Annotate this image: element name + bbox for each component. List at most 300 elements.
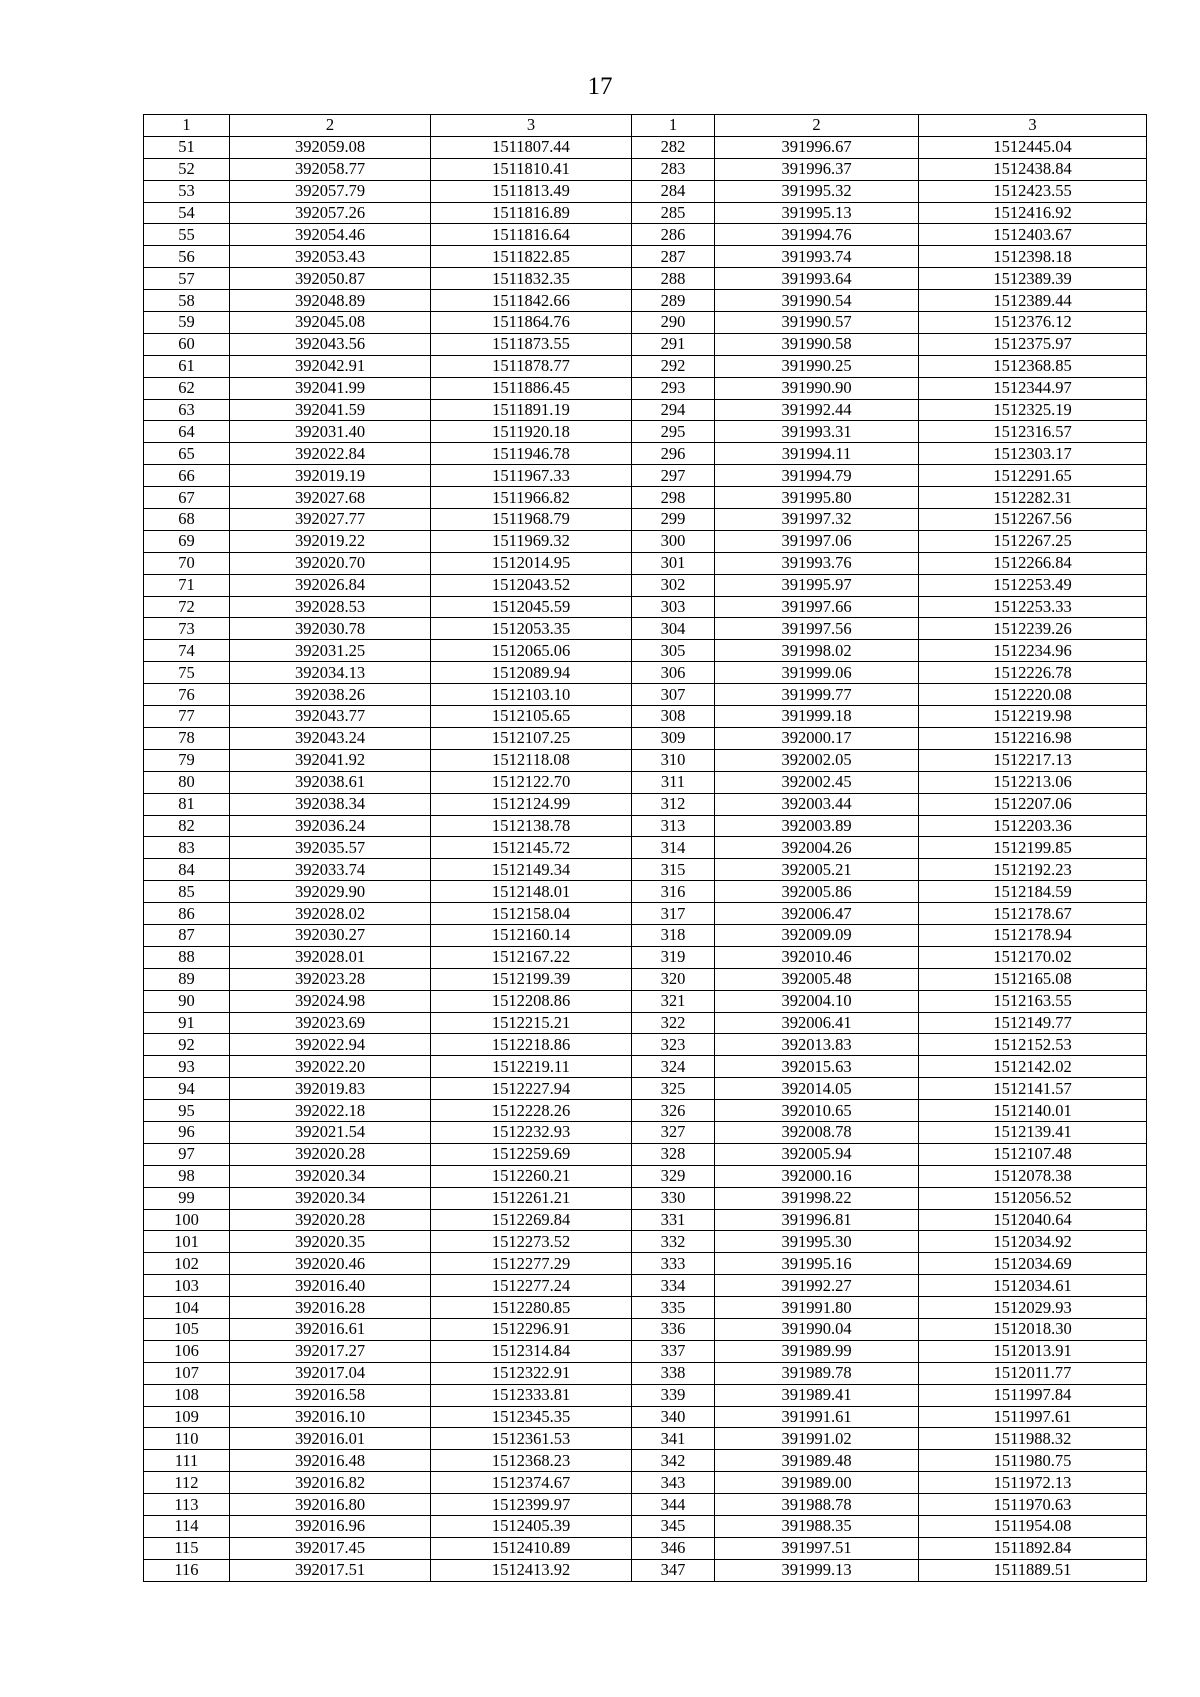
- y-coordinate-cell: 1512374.67: [431, 1472, 632, 1494]
- point-number-cell: 294: [632, 399, 715, 421]
- y-coordinate-cell: 1512203.36: [919, 815, 1147, 837]
- y-coordinate-cell: 1512253.33: [919, 596, 1147, 618]
- table-row: [144, 1275, 1147, 1297]
- y-coordinate-cell: 1512277.24: [431, 1275, 632, 1297]
- point-number-cell: 108: [144, 1384, 230, 1406]
- y-coordinate-cell: 1511997.61: [919, 1406, 1147, 1428]
- y-coordinate-cell: 1512105.65: [431, 706, 632, 728]
- y-coordinate-cell: 1512239.26: [919, 618, 1147, 640]
- x-coordinate-cell: 391990.04: [715, 1318, 919, 1340]
- x-coordinate-cell: 392009.09: [715, 924, 919, 946]
- point-number-cell: 95: [144, 1100, 230, 1122]
- x-coordinate-cell: 391997.66: [715, 596, 919, 618]
- y-coordinate-cell: 1511873.55: [431, 333, 632, 355]
- point-number-cell: 66: [144, 465, 230, 487]
- x-coordinate-cell: 392016.10: [230, 1406, 431, 1428]
- y-coordinate-cell: 1512014.95: [431, 552, 632, 574]
- point-number-cell: 58: [144, 290, 230, 312]
- x-coordinate-cell: 392035.57: [230, 837, 431, 859]
- point-number-cell: 346: [632, 1537, 715, 1559]
- y-coordinate-cell: 1512219.11: [431, 1056, 632, 1078]
- point-number-cell: 69: [144, 530, 230, 552]
- point-number-cell: 96: [144, 1121, 230, 1143]
- x-coordinate-cell: 391998.22: [715, 1187, 919, 1209]
- point-number-cell: 305: [632, 640, 715, 662]
- x-coordinate-cell: 391995.13: [715, 202, 919, 224]
- table-row: [144, 640, 1147, 662]
- x-coordinate-cell: 392020.28: [230, 1209, 431, 1231]
- y-coordinate-cell: 1511988.32: [919, 1428, 1147, 1450]
- x-coordinate-cell: 392017.04: [230, 1362, 431, 1384]
- y-coordinate-cell: 1512216.98: [919, 727, 1147, 749]
- point-number-cell: 97: [144, 1143, 230, 1165]
- point-number-cell: 302: [632, 574, 715, 596]
- x-coordinate-cell: 392005.94: [715, 1143, 919, 1165]
- y-coordinate-cell: 1511810.41: [431, 158, 632, 180]
- x-coordinate-cell: 392043.77: [230, 706, 431, 728]
- y-coordinate-cell: 1512399.97: [431, 1494, 632, 1516]
- point-number-cell: 68: [144, 509, 230, 531]
- table-row: [144, 706, 1147, 728]
- point-number-cell: 338: [632, 1362, 715, 1384]
- y-coordinate-cell: 1512148.01: [431, 881, 632, 903]
- point-number-cell: 341: [632, 1428, 715, 1450]
- x-coordinate-cell: 391996.81: [715, 1209, 919, 1231]
- point-number-cell: 296: [632, 443, 715, 465]
- x-coordinate-cell: 392000.16: [715, 1165, 919, 1187]
- x-coordinate-cell: 392033.74: [230, 859, 431, 881]
- header-cell: 2: [230, 115, 431, 137]
- x-coordinate-cell: 391996.37: [715, 158, 919, 180]
- x-coordinate-cell: 392022.18: [230, 1100, 431, 1122]
- point-number-cell: 59: [144, 312, 230, 334]
- x-coordinate-cell: 391994.79: [715, 465, 919, 487]
- y-coordinate-cell: 1512269.84: [431, 1209, 632, 1231]
- x-coordinate-cell: 391993.64: [715, 268, 919, 290]
- y-coordinate-cell: 1511954.08: [919, 1516, 1147, 1538]
- y-coordinate-cell: 1512416.92: [919, 202, 1147, 224]
- y-coordinate-cell: 1512170.02: [919, 946, 1147, 968]
- point-number-cell: 289: [632, 290, 715, 312]
- y-coordinate-cell: 1512141.57: [919, 1078, 1147, 1100]
- point-number-cell: 83: [144, 837, 230, 859]
- x-coordinate-cell: 391995.97: [715, 574, 919, 596]
- point-number-cell: 79: [144, 749, 230, 771]
- point-number-cell: 116: [144, 1559, 230, 1581]
- x-coordinate-cell: 391997.56: [715, 618, 919, 640]
- x-coordinate-cell: 391993.74: [715, 246, 919, 268]
- point-number-cell: 91: [144, 1012, 230, 1034]
- point-number-cell: 299: [632, 509, 715, 531]
- x-coordinate-cell: 392043.24: [230, 727, 431, 749]
- x-coordinate-cell: 392017.27: [230, 1340, 431, 1362]
- x-coordinate-cell: 392028.02: [230, 903, 431, 925]
- point-number-cell: 325: [632, 1078, 715, 1100]
- table-row: [144, 487, 1147, 509]
- x-coordinate-cell: 391993.31: [715, 421, 919, 443]
- point-number-cell: 106: [144, 1340, 230, 1362]
- x-coordinate-cell: 392002.45: [715, 771, 919, 793]
- point-number-cell: 292: [632, 355, 715, 377]
- y-coordinate-cell: 1511946.78: [431, 443, 632, 465]
- y-coordinate-cell: 1512445.04: [919, 136, 1147, 158]
- y-coordinate-cell: 1511878.77: [431, 355, 632, 377]
- y-coordinate-cell: 1512043.52: [431, 574, 632, 596]
- point-number-cell: 67: [144, 487, 230, 509]
- x-coordinate-cell: 392016.58: [230, 1384, 431, 1406]
- point-number-cell: 315: [632, 859, 715, 881]
- y-coordinate-cell: 1512207.06: [919, 793, 1147, 815]
- x-coordinate-cell: 392041.59: [230, 399, 431, 421]
- y-coordinate-cell: 1512124.99: [431, 793, 632, 815]
- point-number-cell: 64: [144, 421, 230, 443]
- x-coordinate-cell: 392027.77: [230, 509, 431, 531]
- y-coordinate-cell: 1512029.93: [919, 1297, 1147, 1319]
- table-row: [144, 1187, 1147, 1209]
- x-coordinate-cell: 392026.84: [230, 574, 431, 596]
- point-number-cell: 85: [144, 881, 230, 903]
- table-row: [144, 749, 1147, 771]
- y-coordinate-cell: 1512103.10: [431, 684, 632, 706]
- x-coordinate-cell: 392022.84: [230, 443, 431, 465]
- x-coordinate-cell: 392022.94: [230, 1034, 431, 1056]
- point-number-cell: 56: [144, 246, 230, 268]
- table-row: [144, 202, 1147, 224]
- point-number-cell: 80: [144, 771, 230, 793]
- x-coordinate-cell: 391989.78: [715, 1362, 919, 1384]
- header-row: [144, 115, 1147, 137]
- y-coordinate-cell: 1512078.38: [919, 1165, 1147, 1187]
- y-coordinate-cell: 1511920.18: [431, 421, 632, 443]
- point-number-cell: 301: [632, 552, 715, 574]
- table-row: [144, 1516, 1147, 1538]
- table-row: [144, 1034, 1147, 1056]
- y-coordinate-cell: 1512138.78: [431, 815, 632, 837]
- point-number-cell: 336: [632, 1318, 715, 1340]
- y-coordinate-cell: 1512389.44: [919, 290, 1147, 312]
- point-number-cell: 342: [632, 1450, 715, 1472]
- y-coordinate-cell: 1512253.49: [919, 574, 1147, 596]
- point-number-cell: 324: [632, 1056, 715, 1078]
- x-coordinate-cell: 392002.05: [715, 749, 919, 771]
- table-row: [144, 946, 1147, 968]
- y-coordinate-cell: 1512296.91: [431, 1318, 632, 1340]
- table-row: [144, 793, 1147, 815]
- x-coordinate-cell: 392017.45: [230, 1537, 431, 1559]
- table-row: [144, 290, 1147, 312]
- x-coordinate-cell: 392038.34: [230, 793, 431, 815]
- y-coordinate-cell: 1511972.13: [919, 1472, 1147, 1494]
- table-body: [144, 115, 1147, 1582]
- x-coordinate-cell: 392000.17: [715, 727, 919, 749]
- table-row: [144, 530, 1147, 552]
- point-number-cell: 321: [632, 990, 715, 1012]
- point-number-cell: 291: [632, 333, 715, 355]
- y-coordinate-cell: 1512163.55: [919, 990, 1147, 1012]
- x-coordinate-cell: 392003.89: [715, 815, 919, 837]
- page-number: 17: [587, 73, 613, 100]
- y-coordinate-cell: 1512208.86: [431, 990, 632, 1012]
- y-coordinate-cell: 1512227.94: [431, 1078, 632, 1100]
- x-coordinate-cell: 391988.35: [715, 1516, 919, 1538]
- x-coordinate-cell: 391990.57: [715, 312, 919, 334]
- x-coordinate-cell: 392045.08: [230, 312, 431, 334]
- point-number-cell: 115: [144, 1537, 230, 1559]
- y-coordinate-cell: 1512034.61: [919, 1275, 1147, 1297]
- table-row: [144, 1340, 1147, 1362]
- x-coordinate-cell: 392004.10: [715, 990, 919, 1012]
- point-number-cell: 102: [144, 1253, 230, 1275]
- point-number-cell: 110: [144, 1428, 230, 1450]
- point-number-cell: 88: [144, 946, 230, 968]
- table-row: [144, 815, 1147, 837]
- y-coordinate-cell: 1511889.51: [919, 1559, 1147, 1581]
- y-coordinate-cell: 1511886.45: [431, 377, 632, 399]
- point-number-cell: 343: [632, 1472, 715, 1494]
- point-number-cell: 311: [632, 771, 715, 793]
- table-row: [144, 859, 1147, 881]
- point-number-cell: 308: [632, 706, 715, 728]
- point-number-cell: 307: [632, 684, 715, 706]
- table-row: [144, 1231, 1147, 1253]
- table-row: [144, 903, 1147, 925]
- y-coordinate-cell: 1512118.08: [431, 749, 632, 771]
- table-row: [144, 1100, 1147, 1122]
- x-coordinate-cell: 392034.13: [230, 662, 431, 684]
- point-number-cell: 323: [632, 1034, 715, 1056]
- y-coordinate-cell: 1512316.57: [919, 421, 1147, 443]
- table-row: [144, 443, 1147, 465]
- point-number-cell: 78: [144, 727, 230, 749]
- y-coordinate-cell: 1512178.67: [919, 903, 1147, 925]
- x-coordinate-cell: 392010.46: [715, 946, 919, 968]
- x-coordinate-cell: 391999.13: [715, 1559, 919, 1581]
- x-coordinate-cell: 391997.32: [715, 509, 919, 531]
- point-number-cell: 345: [632, 1516, 715, 1538]
- x-coordinate-cell: 392041.92: [230, 749, 431, 771]
- y-coordinate-cell: 1512149.34: [431, 859, 632, 881]
- x-coordinate-cell: 391990.54: [715, 290, 919, 312]
- y-coordinate-cell: 1512013.91: [919, 1340, 1147, 1362]
- table-row: [144, 1494, 1147, 1516]
- point-number-cell: 93: [144, 1056, 230, 1078]
- point-number-cell: 318: [632, 924, 715, 946]
- point-number-cell: 101: [144, 1231, 230, 1253]
- y-coordinate-cell: 1512152.53: [919, 1034, 1147, 1056]
- y-coordinate-cell: 1512361.53: [431, 1428, 632, 1450]
- point-number-cell: 111: [144, 1450, 230, 1472]
- y-coordinate-cell: 1512213.06: [919, 771, 1147, 793]
- y-coordinate-cell: 1512034.69: [919, 1253, 1147, 1275]
- point-number-cell: 90: [144, 990, 230, 1012]
- y-coordinate-cell: 1512056.52: [919, 1187, 1147, 1209]
- x-coordinate-cell: 392058.77: [230, 158, 431, 180]
- table-row: [144, 771, 1147, 793]
- x-coordinate-cell: 391997.51: [715, 1537, 919, 1559]
- x-coordinate-cell: 392016.82: [230, 1472, 431, 1494]
- table-row: [144, 377, 1147, 399]
- table-row: [144, 1318, 1147, 1340]
- x-coordinate-cell: 391989.99: [715, 1340, 919, 1362]
- y-coordinate-cell: 1512273.52: [431, 1231, 632, 1253]
- point-number-cell: 333: [632, 1253, 715, 1275]
- x-coordinate-cell: 392030.27: [230, 924, 431, 946]
- x-coordinate-cell: 392020.46: [230, 1253, 431, 1275]
- point-number-cell: 347: [632, 1559, 715, 1581]
- table-row: [144, 618, 1147, 640]
- y-coordinate-cell: 1512280.85: [431, 1297, 632, 1319]
- x-coordinate-cell: 391989.48: [715, 1450, 919, 1472]
- y-coordinate-cell: 1512423.55: [919, 180, 1147, 202]
- point-number-cell: 310: [632, 749, 715, 771]
- x-coordinate-cell: 392016.48: [230, 1450, 431, 1472]
- table-row: [144, 968, 1147, 990]
- table-row: [144, 1559, 1147, 1581]
- x-coordinate-cell: 391996.67: [715, 136, 919, 158]
- x-coordinate-cell: 392041.99: [230, 377, 431, 399]
- x-coordinate-cell: 392024.98: [230, 990, 431, 1012]
- y-coordinate-cell: 1511807.44: [431, 136, 632, 158]
- y-coordinate-cell: 1512267.25: [919, 530, 1147, 552]
- y-coordinate-cell: 1512333.81: [431, 1384, 632, 1406]
- y-coordinate-cell: 1512368.85: [919, 355, 1147, 377]
- table-row: [144, 662, 1147, 684]
- table-row: [144, 1297, 1147, 1319]
- table-row: [144, 684, 1147, 706]
- point-number-cell: 297: [632, 465, 715, 487]
- x-coordinate-cell: 392016.40: [230, 1275, 431, 1297]
- point-number-cell: 62: [144, 377, 230, 399]
- point-number-cell: 53: [144, 180, 230, 202]
- y-coordinate-cell: 1512107.48: [919, 1143, 1147, 1165]
- x-coordinate-cell: 392005.86: [715, 881, 919, 903]
- y-coordinate-cell: 1512220.08: [919, 684, 1147, 706]
- point-number-cell: 65: [144, 443, 230, 465]
- point-number-cell: 60: [144, 333, 230, 355]
- x-coordinate-cell: 392020.34: [230, 1187, 431, 1209]
- point-number-cell: 113: [144, 1494, 230, 1516]
- point-number-cell: 77: [144, 706, 230, 728]
- x-coordinate-cell: 392017.51: [230, 1559, 431, 1581]
- y-coordinate-cell: 1512065.06: [431, 640, 632, 662]
- x-coordinate-cell: 392015.63: [715, 1056, 919, 1078]
- x-coordinate-cell: 392059.08: [230, 136, 431, 158]
- table-row: [144, 333, 1147, 355]
- point-number-cell: 55: [144, 224, 230, 246]
- point-number-cell: 320: [632, 968, 715, 990]
- table-row: [144, 1056, 1147, 1078]
- x-coordinate-cell: 392027.68: [230, 487, 431, 509]
- table-row: [144, 881, 1147, 903]
- point-number-cell: 326: [632, 1100, 715, 1122]
- y-coordinate-cell: 1512405.39: [431, 1516, 632, 1538]
- x-coordinate-cell: 392031.40: [230, 421, 431, 443]
- point-number-cell: 317: [632, 903, 715, 925]
- point-number-cell: 309: [632, 727, 715, 749]
- point-number-cell: 73: [144, 618, 230, 640]
- table-row: [144, 596, 1147, 618]
- y-coordinate-cell: 1512259.69: [431, 1143, 632, 1165]
- y-coordinate-cell: 1512192.23: [919, 859, 1147, 881]
- point-number-cell: 298: [632, 487, 715, 509]
- point-number-cell: 114: [144, 1516, 230, 1538]
- x-coordinate-cell: 392014.05: [715, 1078, 919, 1100]
- y-coordinate-cell: 1512410.89: [431, 1537, 632, 1559]
- point-number-cell: 332: [632, 1231, 715, 1253]
- table-row: [144, 552, 1147, 574]
- table-row: [144, 1121, 1147, 1143]
- x-coordinate-cell: 392036.24: [230, 815, 431, 837]
- y-coordinate-cell: 1512089.94: [431, 662, 632, 684]
- point-number-cell: 87: [144, 924, 230, 946]
- y-coordinate-cell: 1511892.84: [919, 1537, 1147, 1559]
- x-coordinate-cell: 391990.58: [715, 333, 919, 355]
- x-coordinate-cell: 392019.83: [230, 1078, 431, 1100]
- x-coordinate-cell: 392054.46: [230, 224, 431, 246]
- x-coordinate-cell: 392043.56: [230, 333, 431, 355]
- y-coordinate-cell: 1512107.25: [431, 727, 632, 749]
- point-number-cell: 304: [632, 618, 715, 640]
- y-coordinate-cell: 1511816.89: [431, 202, 632, 224]
- point-number-cell: 104: [144, 1297, 230, 1319]
- x-coordinate-cell: 392016.28: [230, 1297, 431, 1319]
- y-coordinate-cell: 1512184.59: [919, 881, 1147, 903]
- point-number-cell: 300: [632, 530, 715, 552]
- x-coordinate-cell: 391995.16: [715, 1253, 919, 1275]
- x-coordinate-cell: 392013.83: [715, 1034, 919, 1056]
- x-coordinate-cell: 391990.25: [715, 355, 919, 377]
- y-coordinate-cell: 1512178.94: [919, 924, 1147, 946]
- table-row: [144, 1362, 1147, 1384]
- y-coordinate-cell: 1512040.64: [919, 1209, 1147, 1231]
- y-coordinate-cell: 1512344.97: [919, 377, 1147, 399]
- y-coordinate-cell: 1511969.32: [431, 530, 632, 552]
- y-coordinate-cell: 1512438.84: [919, 158, 1147, 180]
- point-number-cell: 330: [632, 1187, 715, 1209]
- x-coordinate-cell: 392019.22: [230, 530, 431, 552]
- table-row: [144, 1253, 1147, 1275]
- table-row: [144, 837, 1147, 859]
- point-number-cell: 98: [144, 1165, 230, 1187]
- x-coordinate-cell: 392006.41: [715, 1012, 919, 1034]
- point-number-cell: 335: [632, 1297, 715, 1319]
- y-coordinate-cell: 1512398.18: [919, 246, 1147, 268]
- point-number-cell: 82: [144, 815, 230, 837]
- y-coordinate-cell: 1512267.56: [919, 509, 1147, 531]
- x-coordinate-cell: 392053.43: [230, 246, 431, 268]
- x-coordinate-cell: 392028.53: [230, 596, 431, 618]
- y-coordinate-cell: 1511822.85: [431, 246, 632, 268]
- x-coordinate-cell: 392023.69: [230, 1012, 431, 1034]
- point-number-cell: 282: [632, 136, 715, 158]
- x-coordinate-cell: 392057.79: [230, 180, 431, 202]
- point-number-cell: 339: [632, 1384, 715, 1406]
- x-coordinate-cell: 391992.44: [715, 399, 919, 421]
- y-coordinate-cell: 1511832.35: [431, 268, 632, 290]
- x-coordinate-cell: 392016.61: [230, 1318, 431, 1340]
- y-coordinate-cell: 1512149.77: [919, 1012, 1147, 1034]
- y-coordinate-cell: 1512199.85: [919, 837, 1147, 859]
- x-coordinate-cell: 392023.28: [230, 968, 431, 990]
- table-row: [144, 399, 1147, 421]
- y-coordinate-cell: 1511970.63: [919, 1494, 1147, 1516]
- point-number-cell: 74: [144, 640, 230, 662]
- y-coordinate-cell: 1512345.35: [431, 1406, 632, 1428]
- y-coordinate-cell: 1512226.78: [919, 662, 1147, 684]
- y-coordinate-cell: 1512018.30: [919, 1318, 1147, 1340]
- point-number-cell: 71: [144, 574, 230, 596]
- point-number-cell: 303: [632, 596, 715, 618]
